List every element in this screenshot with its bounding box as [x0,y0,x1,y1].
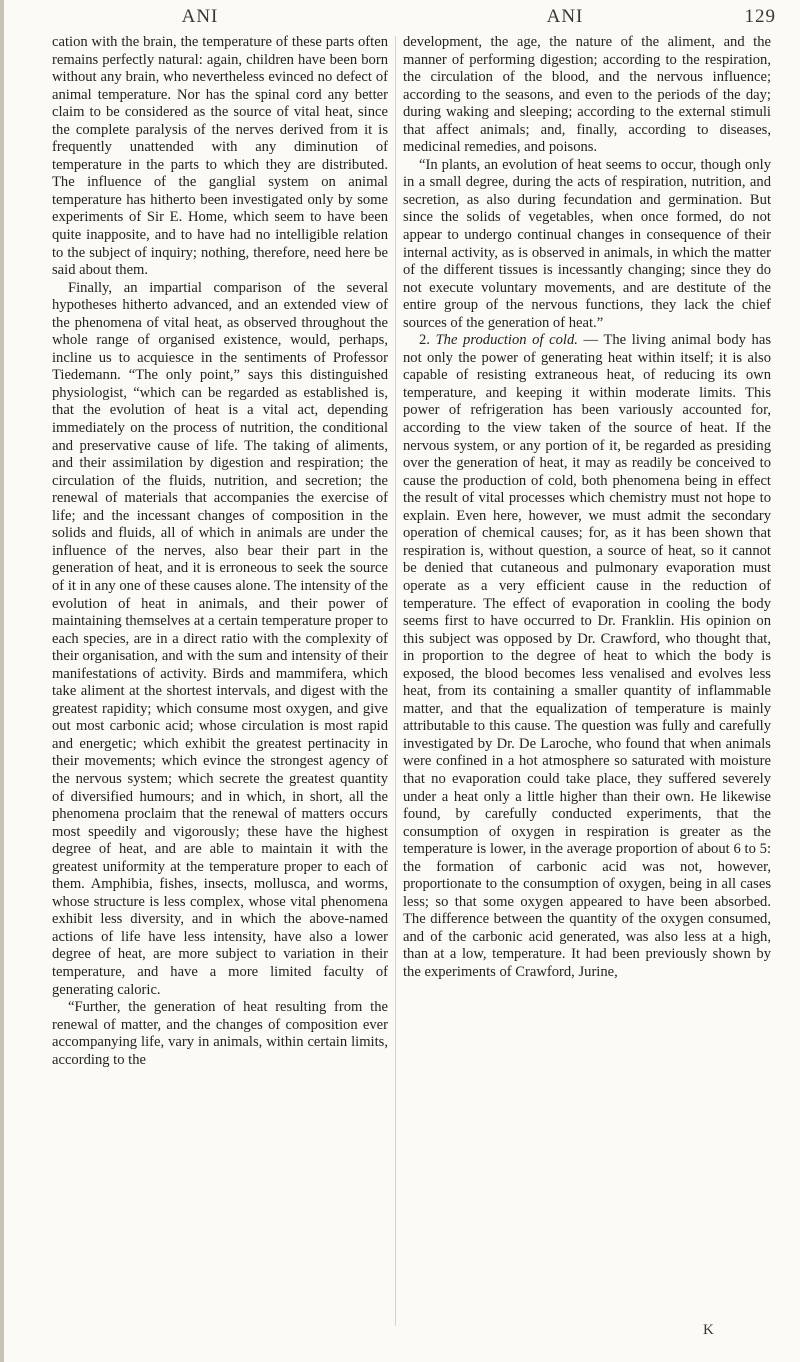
page-gutter-edge [0,0,4,1362]
right-paragraph-3 [403,332,771,981]
section-number: 2. [419,332,430,349]
page-number: 129 [744,6,776,27]
running-head-left [0,6,400,32]
left-paragraph-1: cation with the brain, the temperature of these parts often remains perfectly natural: again, children have been born without any brain, who nevertheless evinced no defect of animal temperature. Nor has the spinal cord any better claim to be considered as the source of vital heat, since the complete paralysis of the nerves derived from it is frequently unattended with any diminution of temperature in the parts to which they are distributed. The influence of the ganglial system on animal temperature has hitherto been investigated only by some experiments of Sir E. Home, which seem to have been quite inapposite, and to have had no intelligible relation to the subject of inquiry; nothing, therefore, need here be said about them. [52,34,388,279]
right-headword: ANI [546,6,584,27]
running-head-right [400,6,800,32]
right-paragraph-1: development, the age, the nature of the aliment, and the manner of performing digestion; according to the respiration, the circulation of the blood, and the nervous influence; according to the seasons, and even to the periods of the day; during waking and sleeping; according to the external stimuli that affect animals; and, finally, according to diseases, medicinal remedies, and poisons. [403,34,771,156]
signature-mark: K [703,1322,714,1338]
left-paragraph-3: “Further, the generation of heat resulting from the renewal of matter, and the changes of composition ever accompanying life, vary in animals, within certain limits, according to the [52,999,388,1068]
right-paragraph-2: “In plants, an evolution of heat seems to occur, though only in a small degree, during the acts of respiration, nutrition, and secretion, as also during fecundation and germination. But since the solids of vegetables, when once formed, do not appear to undergo continual changes in consequence of their internal activity, as is observed in animals, in which the matter of the different tissues is incessantly changing; since they do not execute voluntary movements, and are destitute of the entire group of the nervous functions, they lack the chief sources of the generation of heat.” [403,156,771,331]
left-column [52,34,388,1069]
section-body: — The living animal body has not only the power of generating heat within itself; it is also capable of resisting extraneous heat, of reducing its own temperature, and keeping it within moderate limits. This power of refrigeration has been variously accounted for, according to the view taken of the source of heat. If the nervous system, or any portion of it, be regarded as presiding over the generation of heat, it may as readily be conceived to cause the production of cold, both phenomena being in effect the result of vital processes which chemistry must not hope to explain. Even here, however, we must admit the secondary operation of chemical causes; for, as it has been shown that respiration is, without question, a source of heat, so it cannot be denied that cutaneous and pulmonary evaporation must operate as a very efficient cause in the reduction of temperature. The effect of evaporation in cooling the body seems first to have occurred to Dr. Franklin. His opinion on this subject was opposed by Dr. Crawford, who thought that, in proportion to the degree of heat to which the body is exposed, the blood becomes less venalised and evolves less heat, from its containing a smaller quantity of inflammable matter, and that the equalization of temperature is mainly attributable to this cause. The question was fully and carefully investigated by Dr. De Laroche, who found that when animals were confined in a hot atmosphere so saturated with moisture that no evaporation could take place, they suffered severely under a heat only a little higher than their own. He likewise found, by carefully conducted experiments, that the consumption of oxygen in respiration is greater as the temperature is lower, in the average proportion of about 6 to 5: the formation of carbonic acid was not, however, proportionate to the consumption of oxygen, being in all cases less; so that some oxygen appeared to have been absorbed. The difference between the quantity of the oxygen consumed, and of the carbonic acid generated, was also less at a high, than at a low, temperature. It had been previously shown by the experiments of Crawford, Jurine, [403,332,771,980]
section-heading: The production of cold. [435,332,578,349]
column-divider [395,36,396,1326]
left-paragraph-2: Finally, an impartial comparison of the several hypotheses hitherto advanced, and an extended view of the phenomena of vital heat, as observed throughout the whole range of organised existence, would, perhaps, incline us to acquiesce in the sentiments of Professor Tiedemann. “The only point,” says this distinguished physiologist, “which can be regarded as established is, that the evolution of heat is a vital act, depending immediately on the process of nutrition, the conditional and preservative cause of life. The taking of aliments, and their assimilation by digestion and respiration; the circulation of the fluids, nutrition, and secretion; the renewal of materials that accompanies the exercise of life; and the incessant changes of composition in the solids and fluids, all of which in animals are under the influence of the nerves, also bear their part in the generation of heat, and it is erroneous to seek the source of it in any one of these causes alone. The intensity of the evolution of heat in animals, and their power of maintaining themselves at a certain temperature proper to each species, are in a direct ratio with the complexity of their organisation, and with the sum and intensity of their manifestations of activity. Birds and mammifera, which take aliment at the shortest intervals, and digest with the greatest rapidity; which consume most oxygen, and give out most carbonic acid; whose circulation is most rapid and energetic; which exhibit the greatest pertinacity in their movements; which evince the strongest agency of the nervous system; which secrete the greatest quantity of diversified humours; and in which, in short, all the phenomena proclaim that the renewal of matters occurs most speedily and vigorously; these have the highest degree of heat, and are able to maintain it with the greatest uniformity at the temperature proper to each of them. Amphibia, fishes, insects, mollusca, and worms, whose structure is less complex, whose vital phenomena exhibit less diversity, and in which the above-named actions of life have less intensity, have also a lower degree of heat, are more subject to variation in their temperature, and have a more limited faculty of generating caloric. [52,279,388,998]
right-column [403,34,771,982]
left-headword: ANI [181,6,219,27]
